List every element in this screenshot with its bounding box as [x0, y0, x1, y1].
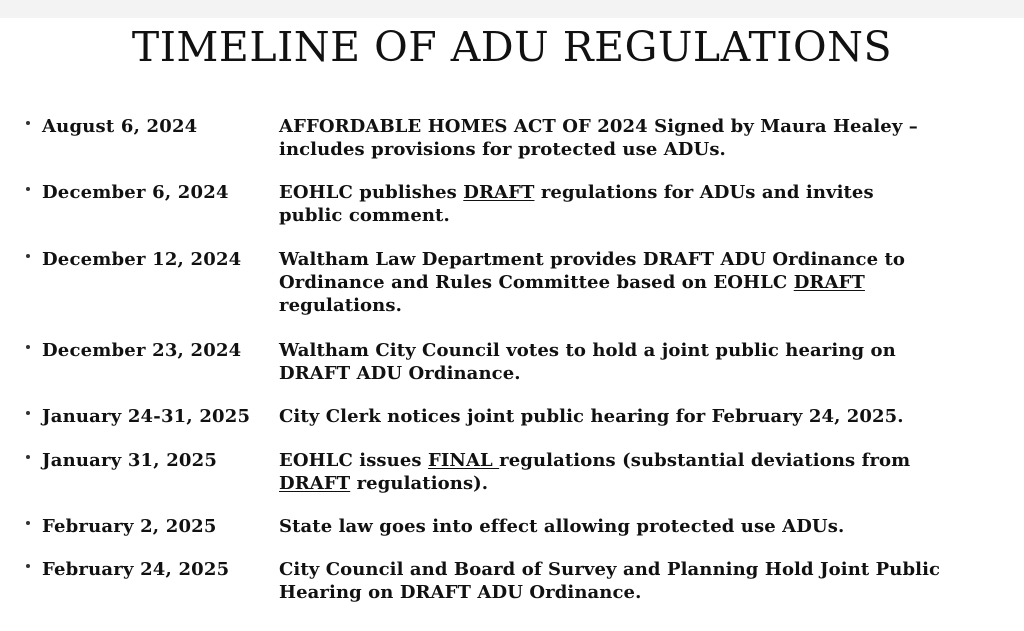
timeline-description: Waltham Law Department provides DRAFT ADU Ordinance to Ordinance and Rules Committee based on EOHLC DRAFT regulations.	[279, 249, 906, 316]
timeline-description: EOHLC issues FINAL regulations (substantial deviations from DRAFT regulations).	[279, 450, 911, 494]
timeline-date: August 6, 2024	[42, 116, 198, 137]
timeline-date: February 24, 2025	[42, 559, 230, 580]
bullet-icon	[26, 411, 30, 415]
timeline-date: January 31, 2025	[42, 450, 218, 471]
timeline-description: City Council and Board of Survey and Planning Hold Joint Public Hearing on DRAFT ADU Ordinance.	[279, 559, 941, 603]
bullet-icon	[26, 564, 30, 568]
bullet-icon	[26, 455, 30, 459]
bullet-icon	[26, 187, 30, 191]
timeline-date: December 6, 2024	[42, 182, 229, 203]
bullet-icon	[26, 521, 30, 525]
timeline-date: February 2, 2025	[42, 516, 217, 537]
bullet-icon	[26, 121, 30, 125]
bullet-icon	[26, 254, 30, 258]
draft-emphasis: DRAFT	[279, 473, 351, 494]
timeline-date: December 23, 2024	[42, 340, 242, 361]
bullet-icon	[26, 345, 30, 349]
timeline-description: City Clerk notices joint public hearing for February 24, 2025.	[279, 406, 904, 427]
timeline-description: EOHLC publishes DRAFT regulations for ADUs and invites public comment.	[279, 182, 874, 226]
timeline-description: State law goes into effect allowing protected use ADUs.	[279, 516, 845, 537]
timeline-description: Waltham City Council votes to hold a joint public hearing on DRAFT ADU Ordinance.	[279, 340, 896, 384]
timeline-description: AFFORDABLE HOMES ACT OF 2024 Signed by Maura Healey – includes provisions for protected use ADUs.	[279, 116, 918, 160]
timeline-date: January 24-31, 2025	[42, 406, 251, 427]
slide-title: TIMELINE OF ADU REGULATIONS	[131, 23, 893, 71]
timeline-date: December 12, 2024	[42, 249, 242, 270]
final-emphasis: FINAL	[428, 450, 500, 471]
draft-emphasis: DRAFT	[463, 182, 535, 203]
draft-emphasis: DRAFT	[793, 272, 865, 293]
